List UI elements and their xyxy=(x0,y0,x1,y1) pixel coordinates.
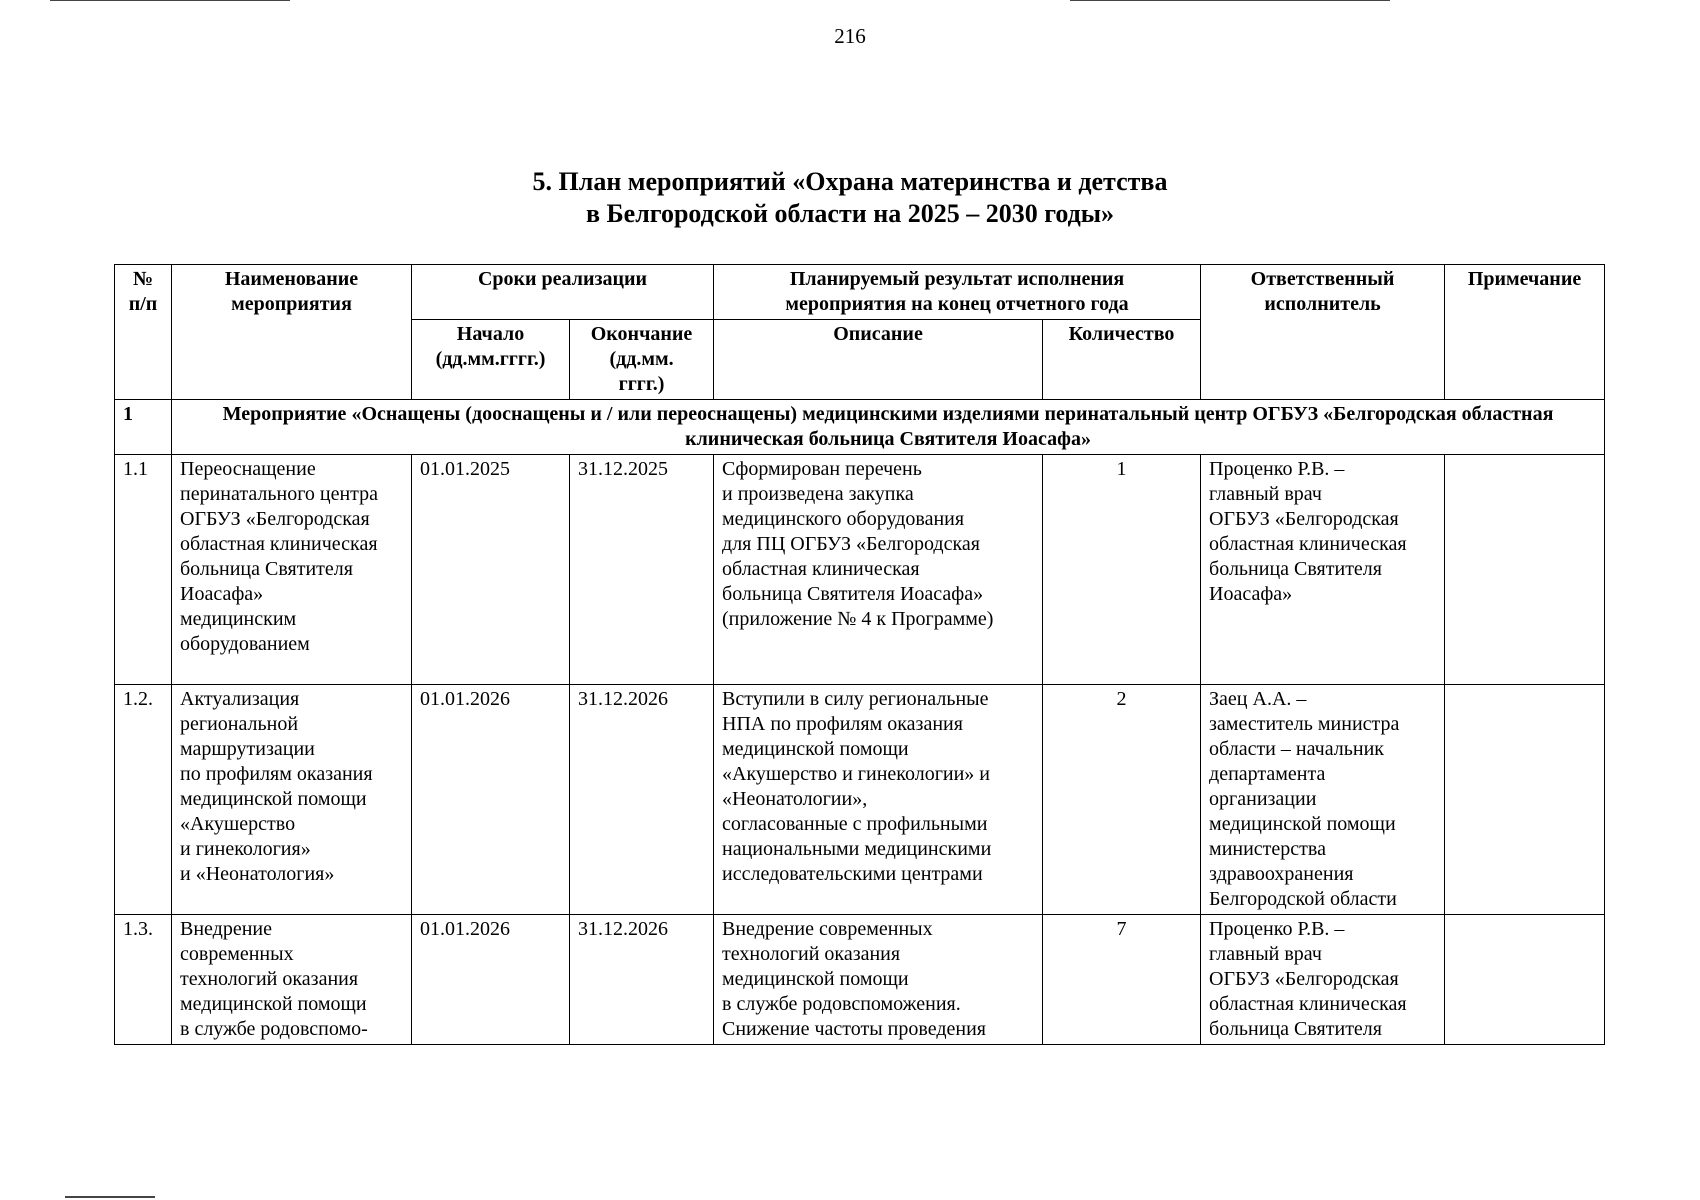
scan-artifact-top-left xyxy=(50,0,290,1)
row-note xyxy=(1445,685,1605,915)
row-start: 01.01.2025 xyxy=(412,455,570,685)
header-note: Примечание xyxy=(1445,265,1605,400)
row-name: Переоснащение перинатального центра ОГБУЗ «Белгородская областная клиническая больница Святителя Иоасафа» медицинским оборудованием xyxy=(172,455,412,685)
row-note xyxy=(1445,915,1605,1045)
table-row xyxy=(115,915,1605,1045)
row-name: Внедрение современных технологий оказания медицинской помощи в службе родовспомо- xyxy=(172,915,412,1045)
title-line-2: в Белгородской области на 2025 – 2030 годы» xyxy=(585,199,1115,228)
row-description: Сформирован перечень и произведена закупка медицинского оборудования для ПЦ ОГБУЗ «Белгородская областная клиническая больница Святителя Иоасафа» (приложение № 4 к Программе) xyxy=(714,455,1043,685)
row-responsible: Проценко Р.В. – главный врач ОГБУЗ «Белгородская областная клиническая больница Святителя Иоасафа» xyxy=(1201,455,1445,685)
row-responsible: Заец А.А. – заместитель министра области – начальник департамента организации медицинской помощи министерства здравоохранения Белгородской области xyxy=(1201,685,1445,915)
table-row xyxy=(115,685,1605,915)
header-quantity: Количество xyxy=(1043,320,1201,400)
table-row xyxy=(115,455,1605,685)
header-responsible: Ответственный исполнитель xyxy=(1201,265,1445,400)
title-line-1: 5. План мероприятий «Охрана материнства и детства xyxy=(532,167,1168,196)
scan-artifact-top-right xyxy=(1070,0,1390,1)
row-name: Актуализация региональной маршрутизации по профилям оказания медицинской помощи «Акушерство и гинекология» и «Неонатология» xyxy=(172,685,412,915)
header-terms: Сроки реализации xyxy=(412,265,714,320)
row-quantity: 2 xyxy=(1043,685,1201,915)
header-row-1 xyxy=(115,265,1605,320)
section-row xyxy=(115,400,1605,455)
row-end: 31.12.2026 xyxy=(570,685,714,915)
scan-artifact-bottom-left xyxy=(65,1196,155,1198)
row-quantity: 7 xyxy=(1043,915,1201,1045)
header-start: Начало (дд.мм.гггг.) xyxy=(412,320,570,400)
row-note xyxy=(1445,455,1605,685)
row-end: 31.12.2026 xyxy=(570,915,714,1045)
row-responsible: Проценко Р.В. – главный врач ОГБУЗ «Белгородская областная клиническая больница Святителя xyxy=(1201,915,1445,1045)
header-num: № п/п xyxy=(115,265,172,400)
document-title xyxy=(0,166,1700,230)
row-description: Вступили в силу региональные НПА по профилям оказания медицинской помощи «Акушерство и гинекологии» и «Неонатологии», согласованные с профильными национальными медицинскими исследовательскими центрами xyxy=(714,685,1043,915)
row-num: 1.2. xyxy=(115,685,172,915)
row-description: Внедрение современных технологий оказания медицинской помощи в службе родовспоможения. Снижение частоты проведения xyxy=(714,915,1043,1045)
header-name: Наименование мероприятия xyxy=(172,265,412,400)
section-title: Мероприятие «Оснащены (дооснащены и / или переоснащены) медицинскими изделиями перинатальный центр ОГБУЗ «Белгородская областная клиническая больница Святителя Иоасафа» xyxy=(172,400,1605,455)
row-num: 1.3. xyxy=(115,915,172,1045)
row-start: 01.01.2026 xyxy=(412,915,570,1045)
section-num: 1 xyxy=(115,400,172,455)
row-start: 01.01.2026 xyxy=(412,685,570,915)
events-plan-table xyxy=(114,264,1605,1045)
row-num: 1.1 xyxy=(115,455,172,685)
header-description: Описание xyxy=(714,320,1043,400)
row-end: 31.12.2025 xyxy=(570,455,714,685)
page-number: 216 xyxy=(834,24,866,48)
header-end: Окончание (дд.мм. гггг.) xyxy=(570,320,714,400)
header-result: Планируемый результат исполнения мероприятия на конец отчетного года xyxy=(714,265,1201,320)
row-quantity: 1 xyxy=(1043,455,1201,685)
